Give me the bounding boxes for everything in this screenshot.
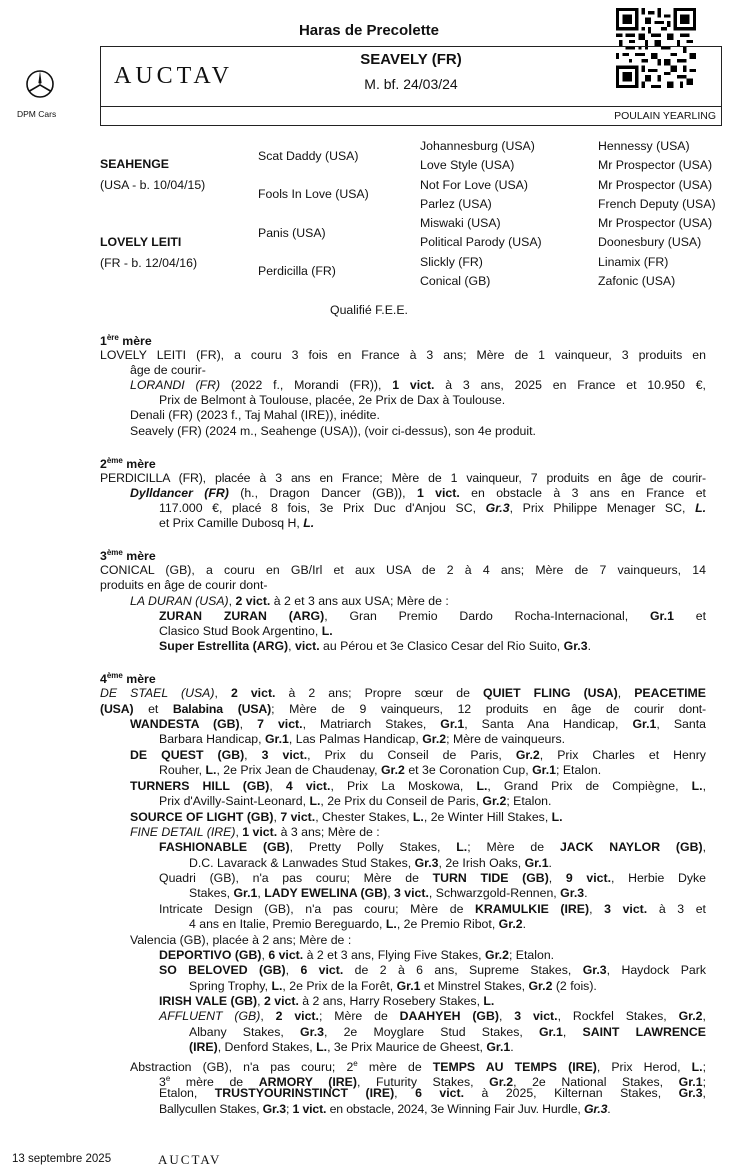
text-line: ZURAN ZURAN (ARG), Gran Premio Dardo Rocha-Internacional, Gr.1 et (159, 609, 706, 623)
pedigree-g2: Fools In Love (USA) (258, 187, 369, 201)
text-line: Denali (FR) (2023 f., Taj Mahal (IRE)), inédite. (130, 408, 380, 422)
text-line: DEPORTIVO (GB), 6 vict. à 2 et 3 ans, Flying Five Stakes, Gr.2; Etalon. (159, 948, 555, 962)
text-line: Barbara Handicap, Gr.1, Las Palmas Handicap, Gr.2; Mère de vainqueurs. (159, 732, 566, 746)
text-line: SO BELOVED (GB), 6 vict. de 2 à 6 ans, Supreme Stakes, Gr.3, Haydock Park (159, 963, 706, 977)
text-line: Valencia (GB), placée à 2 ans; Mère de : (130, 933, 352, 947)
qualification: Qualifié F.E.E. (330, 303, 408, 317)
text-line: 3e mère de ARMORY (IRE), Futurity Stakes, Gr.2, 2e National Stakes, Gr.1; (159, 1074, 706, 1090)
pedigree-g3: Slickly (FR) (420, 255, 483, 269)
pedigree-g3: Not For Love (USA) (420, 178, 528, 192)
footer-date: 13 septembre 2025 (12, 1153, 112, 1165)
lot-subtitle: M. bf. 24/03/24 (364, 76, 458, 92)
pedigree-g4: Hennessy (USA) (598, 139, 690, 153)
text-line: DE STAEL (USA), 2 vict. à 2 ans; Propre sœur de QUIET FLING (USA), PEACETIME (100, 686, 706, 700)
pedigree-g2: Panis (USA) (258, 226, 326, 240)
text-line: Etalon, TRUSTYOURINSTINCT (IRE), 6 vict. à 2025, Kilternan Stakes, Gr.3, (159, 1086, 706, 1100)
text-line: FASHIONABLE (GB), Pretty Polly Stakes, L.; Mère de JACK NAYLOR (GB), (159, 840, 706, 854)
text-line: Spring Trophy, L., 2e Prix de la Forêt, Gr.1 et Minstrel Stakes, Gr.2 (2 fois). (189, 979, 597, 993)
text-line: Prix d'Avilly-Saint-Leonard, L., 2e Prix du Conseil de Paris, Gr.2; Etalon. (159, 794, 552, 808)
auctav-logo: AUCTAV (114, 63, 233, 89)
text-line: Dylldancer (FR) (h., Dragon Dancer (GB)), 1 vict. en obstacle à 3 ans en France et (130, 486, 706, 500)
pedigree-g4: Doonesbury (USA) (598, 235, 702, 249)
text-line: IRISH VALE (GB), 2 vict. à 2 ans, Harry Rosebery Stakes, L. (159, 994, 495, 1008)
pedigree-g3: Love Style (USA) (420, 158, 515, 172)
text-line: AFFLUENT (GB), 2 vict.; Mère de DAAHYEH (GB), 3 vict., Rockfel Stakes, Gr.2, (159, 1009, 706, 1023)
pedigree-g4: Zafonic (USA) (598, 274, 676, 288)
text-line: CONICAL (GB), a couru en GB/Irl et aux USA de 2 à 4 ans; Mère de 7 vainqueurs, 14 (100, 563, 706, 577)
text-line: 4 ans en Italie, Premio Bereguardo, L., 2e Premio Ribot, Gr.2. (189, 917, 527, 931)
text-line: LA DURAN (USA), 2 vict. à 2 et 3 ans aux USA; Mère de : (130, 594, 449, 608)
text-line: TURNERS HILL (GB), 4 vict., Prix La Moskowa, L., Grand Prix de Compiègne, L., (130, 779, 706, 793)
pedigree-g4: Mr Prospector (USA) (598, 158, 713, 172)
text-line: PERDICILLA (FR), placée à 3 ans en France; Mère de 1 vainqueur, 7 produits en âge de courir- (100, 471, 706, 485)
lot-category: POULAIN YEARLING (614, 110, 716, 122)
text-line: (USA) et Balabina (USA); Mère de 9 vainqueurs, 12 produits en âge de courir dont- (100, 702, 706, 716)
section-heading-1st-dam: 1ère mère (100, 333, 152, 349)
pedigree-g4: Mr Prospector (USA) (598, 216, 713, 230)
text-line: Ballycullen Stakes, Gr.3; 1 vict. en obstacle, 2024, 3e Winning Fair Juv. Hurdle, Gr.3. (159, 1102, 611, 1116)
pedigree-dam-info: (FR - b. 12/04/16) (100, 256, 198, 270)
dpm-cars-text: DPM Cars (17, 109, 57, 119)
text-line: Intricate Design (GB), n'a pas couru; Mère de KRAMULKIE (IRE), 3 vict. à 3 et (159, 902, 706, 916)
pedigree-g4: Linamix (FR) (598, 255, 669, 269)
pedigree-g4: French Deputy (USA) (598, 197, 716, 211)
pedigree-g2: Perdicilla (FR) (258, 264, 336, 278)
footer-auctav-logo: AUCTAV (158, 1152, 222, 1167)
mercedes-star-icon (18, 62, 62, 109)
text-line: LORANDI (FR) (2022 f., Morandi (FR)), 1 vict. à 3 ans, 2025 en France et 10.950 €, (130, 378, 706, 392)
pedigree-g3: Political Parody (USA) (420, 235, 542, 249)
section-heading-2nd-dam: 2ème mère (100, 456, 156, 472)
text-line: Super Estrellita (ARG), vict. au Pérou et 3e Clasico Cesar del Rio Suito, Gr.3. (159, 639, 591, 653)
pedigree-g3: Conical (GB) (420, 274, 491, 288)
text-line: LOVELY LEITI (FR), a couru 3 fois en France à 3 ans; Mère de 1 vainqueur, 3 produits en (100, 348, 706, 362)
text-line: SOURCE OF LIGHT (GB), 7 vict., Chester Stakes, L., 2e Winter Hill Stakes, L. (130, 810, 563, 824)
text-line: Stakes, Gr.1, LADY EWELINA (GB), 3 vict., Schwarzgold-Rennen, Gr.3. (189, 886, 588, 900)
text-line: âge de courir- (130, 363, 206, 377)
pedigree-sire-info: (USA - b. 10/04/15) (100, 178, 206, 192)
text-line: Rouher, L., 2e Prix Jean de Chaudenay, Gr.2 et 3e Coronation Cup, Gr.1; Etalon. (159, 763, 602, 777)
text-line: Clasico Stud Book Argentino, L. (159, 624, 333, 638)
text-line: FINE DETAIL (IRE), 1 vict. à 3 ans; Mère de : (130, 825, 380, 839)
pedigree-g3: Johannesburg (USA) (420, 139, 535, 153)
text-line: (IRE), Denford Stakes, L., 3e Prix Maurice de Gheest, Gr.1. (189, 1040, 514, 1054)
text-line: 117.000 €, placé 8 fois, 3e Prix Duc d'Anjou SC, Gr.3, Prix Philippe Menager SC, L. (159, 501, 706, 515)
pedigree-dam: LOVELY LEITI (100, 235, 182, 249)
breeder-name: Haras de Precolette (298, 22, 440, 39)
text-line: et Prix Camille Dubosq H, L. (159, 516, 315, 530)
text-line: DE QUEST (GB), 3 vict., Prix du Conseil de Paris, Gr.2, Prix Charles et Henry (130, 748, 706, 762)
section-heading-4th-dam: 4ème mère (100, 671, 156, 687)
pedigree-g3: Parlez (USA) (420, 197, 492, 211)
text-line: Seavely (FR) (2024 m., Seahenge (USA)), (voir ci-dessus), son 4e produit. (130, 424, 536, 438)
pedigree-g2: Scat Daddy (USA) (258, 149, 359, 163)
lot-name: SEAVELY (FR) (360, 51, 462, 68)
text-line: Albany Stakes, Gr.3, 2e Moyglare Stud Stakes, Gr.1, SAINT LAWRENCE (189, 1025, 706, 1039)
text-line: WANDESTA (GB), 7 vict., Matriarch Stakes, Gr.1, Santa Ana Handicap, Gr.1, Santa (130, 717, 706, 731)
text-line: D.C. Lavarack & Lanwades Stud Stakes, Gr.3, 2e Irish Oaks, Gr.1. (189, 856, 552, 870)
pedigree-g4: Mr Prospector (USA) (598, 178, 713, 192)
text-line: Quadri (GB), n'a pas couru; Mère de TURN TIDE (GB), 9 vict., Herbie Dyke (159, 871, 706, 885)
text-line: Prix de Belmont à Toulouse, placée, 2e Prix de Dax à Toulouse. (159, 393, 506, 407)
text-line: Abstraction (GB), n'a pas couru; 2e mère de TEMPS AU TEMPS (IRE), Prix Herod, L.; (130, 1059, 706, 1075)
pedigree-g3: Miswaki (USA) (420, 216, 501, 230)
text-line: produits en âge de courir dont- (100, 578, 268, 592)
pedigree-sire: SEAHENGE (100, 157, 170, 171)
section-heading-3rd-dam: 3ème mère (100, 548, 156, 564)
header-divider (100, 106, 722, 107)
